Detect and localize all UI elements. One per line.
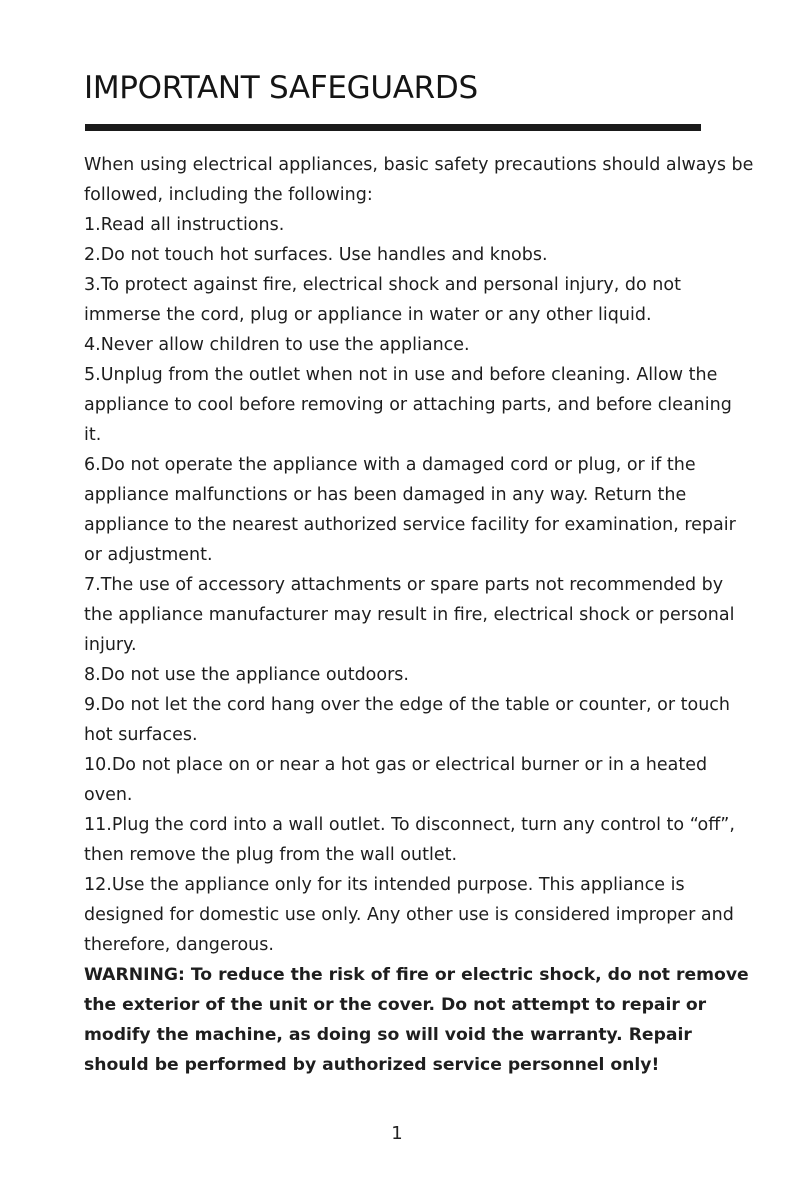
- safeguard-item-11: 11.Plug the cord into a wall outlet. To disconnect, turn any control to “off”, then remove the plug from the wall outlet.: [84, 815, 735, 865]
- safeguard-item-3: 3.To protect against fire, electrical shock and personal injury, do not immerse the cord, plug or appliance in water or any other liquid.: [84, 275, 681, 325]
- safeguard-item-2: 2.Do not touch hot surfaces. Use handles and knobs.: [84, 245, 548, 265]
- safeguard-item-10: 10.Do not place on or near a hot gas or electrical burner or in a heated oven.: [84, 755, 708, 805]
- warning-paragraph: WARNING: To reduce the risk of fire or electric shock, do not remove the exterior of the unit or the cover. Do not attempt to repair or modify the machine, as doing so will void the warranty. Repair should be performed by authorized service personnel only!: [84, 965, 749, 1075]
- title-divider: [85, 124, 701, 131]
- safeguard-item-8: 8.Do not use the appliance outdoors.: [84, 665, 409, 685]
- intro-paragraph: When using electrical appliances, basic safety precautions should always be followed, including the following:: [84, 155, 754, 205]
- safeguard-item-12: 12.Use the appliance only for its intended purpose. This appliance is designed for domestic use only. Any other use is considered improper and therefore, dangerous.: [84, 875, 734, 955]
- safeguard-item-5: 5.Unplug from the outlet when not in use and before cleaning. Allow the appliance to cool before removing or attaching parts, and before cleaning it.: [84, 365, 732, 445]
- page-title: IMPORTANT SAFEGUARDS: [84, 70, 478, 106]
- safeguard-item-7: 7.The use of accessory attachments or spare parts not recommended by the appliance manufacturer may result in fire, electrical shock or personal injury.: [84, 575, 735, 655]
- safeguard-item-1: 1.Read all instructions.: [84, 215, 285, 235]
- safeguard-item-9: 9.Do not let the cord hang over the edge of the table or counter, or touch hot surfaces.: [84, 695, 731, 745]
- safeguards-content: [84, 150, 754, 1080]
- page-number: 1: [391, 1123, 403, 1144]
- safeguard-item-6: 6.Do not operate the appliance with a damaged cord or plug, or if the appliance malfunctions or has been damaged in any way. Return the appliance to the nearest authorized service facility for examination, repair or adjustment.: [84, 455, 736, 565]
- safeguard-item-4: 4.Never allow children to use the appliance.: [84, 335, 470, 355]
